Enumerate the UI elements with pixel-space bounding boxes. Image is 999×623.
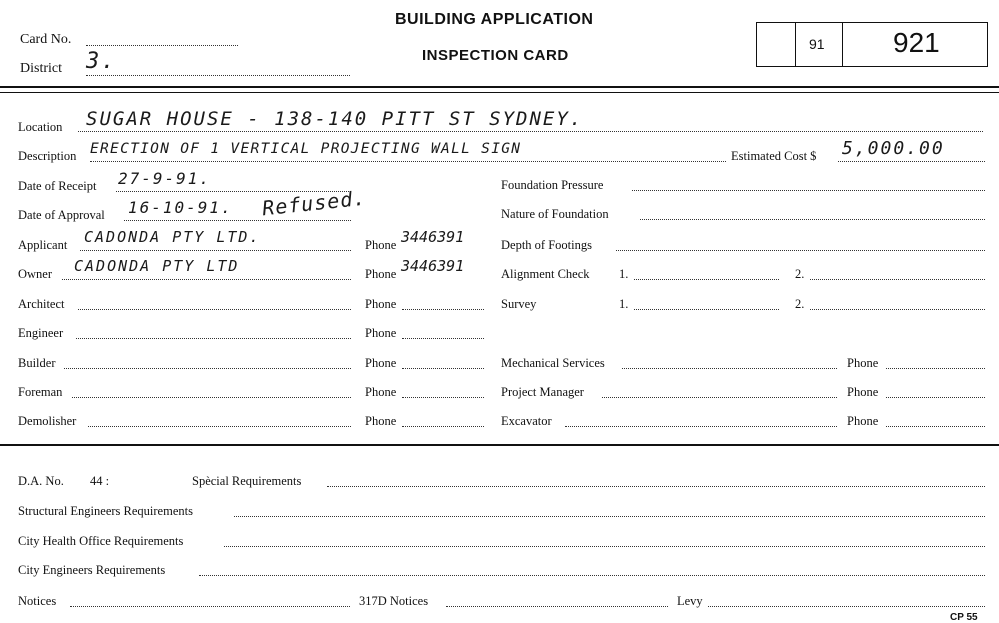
builder-label: Builder	[18, 356, 56, 370]
builder-field[interactable]	[64, 368, 351, 369]
project-manager-phone-field[interactable]	[886, 397, 985, 398]
owner-label: Owner	[18, 267, 53, 281]
description-label: Description	[18, 149, 77, 163]
demolisher-phone-field[interactable]	[402, 426, 484, 427]
date-of-approval-label: Date of Approval	[18, 208, 105, 222]
notices-label: Notices	[18, 594, 57, 608]
notices-317d-label: 317D Notices	[359, 594, 429, 608]
foundation-pressure-label: Foundation Pressure	[501, 178, 604, 192]
refused-note: Refused.	[261, 185, 368, 221]
form-title: BUILDING APPLICATION	[395, 11, 594, 28]
mechanical-services-label: Mechanical Services	[501, 356, 605, 370]
engineer-phone-label: Phone	[365, 326, 397, 340]
project-manager-field[interactable]	[602, 397, 837, 398]
date-of-approval-value: 16-10-91.	[128, 198, 233, 217]
mechanical-phone-field[interactable]	[886, 368, 985, 369]
structural-engineers-field[interactable]	[234, 516, 985, 517]
foreman-label: Foreman	[18, 385, 63, 399]
da-no-value: 44 :	[90, 474, 110, 488]
location-value: SUGAR HOUSE - 138-140 PITT ST SYDNEY.	[86, 108, 584, 130]
demolisher-phone-label: Phone	[365, 414, 397, 428]
form-code: CP 55	[950, 612, 978, 623]
city-engineers-label: City Engineers Requirements	[18, 563, 166, 577]
applicant-phone-value: 3446391	[401, 228, 465, 246]
card-no-field[interactable]	[86, 45, 238, 46]
owner-field[interactable]	[62, 279, 351, 280]
owner-phone-value: 3446391	[401, 257, 465, 275]
city-engineers-field[interactable]	[199, 575, 985, 576]
form-subtitle: INSPECTION CARD	[422, 47, 569, 64]
engineer-phone-field[interactable]	[402, 338, 484, 339]
alignment-check-1-label: 1.	[619, 267, 629, 281]
architect-field[interactable]	[78, 309, 351, 310]
alignment-check-2-label: 2.	[795, 267, 805, 281]
survey-1-label: 1.	[619, 297, 629, 311]
depth-of-footings-field[interactable]	[616, 250, 985, 251]
details-divider	[0, 444, 999, 446]
mechanical-services-field[interactable]	[622, 368, 837, 369]
levy-field[interactable]	[708, 606, 985, 607]
foundation-pressure-field[interactable]	[632, 190, 985, 191]
survey-label: Survey	[501, 297, 537, 311]
engineer-field[interactable]	[76, 338, 351, 339]
city-health-office-field[interactable]	[224, 546, 985, 547]
date-of-receipt-label: Date of Receipt	[18, 179, 97, 193]
depth-of-footings-label: Depth of Footings	[501, 238, 592, 252]
excavator-label: Excavator	[501, 414, 552, 428]
estimated-cost-field[interactable]	[838, 161, 985, 162]
header-divider	[0, 86, 999, 88]
project-manager-phone-label: Phone	[847, 385, 879, 399]
demolisher-label: Demolisher	[18, 414, 77, 428]
description-field[interactable]	[90, 161, 726, 162]
applicant-phone-label: Phone	[365, 238, 397, 252]
survey-2-label: 2.	[795, 297, 805, 311]
foreman-phone-label: Phone	[365, 385, 397, 399]
structural-engineers-label: Structural Engineers Requirements	[18, 504, 193, 518]
district-label: District	[20, 61, 62, 76]
nature-of-foundation-field[interactable]	[640, 219, 985, 220]
foreman-phone-field[interactable]	[402, 397, 484, 398]
applicant-label: Applicant	[18, 238, 68, 252]
mechanical-phone-label: Phone	[847, 356, 879, 370]
survey-2-field[interactable]	[810, 309, 985, 310]
notices-field[interactable]	[70, 606, 350, 607]
nature-of-foundation-label: Nature of Foundation	[501, 207, 609, 221]
owner-value: CADONDA PTY LTD	[74, 257, 240, 275]
owner-phone-label: Phone	[365, 267, 397, 281]
excavator-field[interactable]	[565, 426, 837, 427]
alignment-check-label: Alignment Check	[501, 267, 590, 281]
levy-label: Levy	[677, 594, 703, 608]
notices-317d-field[interactable]	[446, 606, 668, 607]
card-no-label: Card No.	[20, 32, 72, 47]
project-manager-label: Project Manager	[501, 385, 584, 399]
special-requirements-label: Spècial Requirements	[192, 474, 302, 488]
description-value: ERECTION OF 1 VERTICAL PROJECTING WALL SIGN	[90, 141, 522, 157]
excavator-phone-field[interactable]	[886, 426, 985, 427]
survey-1-field[interactable]	[634, 309, 779, 310]
foreman-field[interactable]	[72, 397, 351, 398]
special-requirements-field[interactable]	[327, 486, 985, 487]
date-of-receipt-value: 27-9-91.	[118, 169, 212, 188]
builder-phone-label: Phone	[365, 356, 397, 370]
district-value: 3.	[86, 49, 117, 74]
card-code: 91	[809, 36, 825, 52]
estimated-cost-value: 5,000.00	[842, 138, 945, 159]
applicant-value: CADONDA PTY LTD.	[84, 228, 261, 246]
card-number-box	[756, 22, 988, 67]
excavator-phone-label: Phone	[847, 414, 879, 428]
location-label: Location	[18, 120, 63, 134]
district-field[interactable]	[86, 75, 350, 76]
demolisher-field[interactable]	[88, 426, 351, 427]
engineer-label: Engineer	[18, 326, 64, 340]
estimated-cost-label: Estimated Cost $	[731, 149, 817, 163]
architect-label: Architect	[18, 297, 65, 311]
architect-phone-field[interactable]	[402, 309, 484, 310]
header-divider-thin	[0, 92, 999, 93]
applicant-field[interactable]	[80, 250, 351, 251]
card-number: 921	[893, 27, 940, 58]
date-of-approval-field[interactable]	[124, 220, 351, 221]
city-health-office-label: City Health Office Requirements	[18, 534, 184, 548]
da-no-label: D.A. No.	[18, 474, 64, 488]
builder-phone-field[interactable]	[402, 368, 484, 369]
architect-phone-label: Phone	[365, 297, 397, 311]
location-field[interactable]	[78, 131, 983, 132]
alignment-check-1-field[interactable]	[634, 279, 779, 280]
alignment-check-2-field[interactable]	[810, 279, 985, 280]
